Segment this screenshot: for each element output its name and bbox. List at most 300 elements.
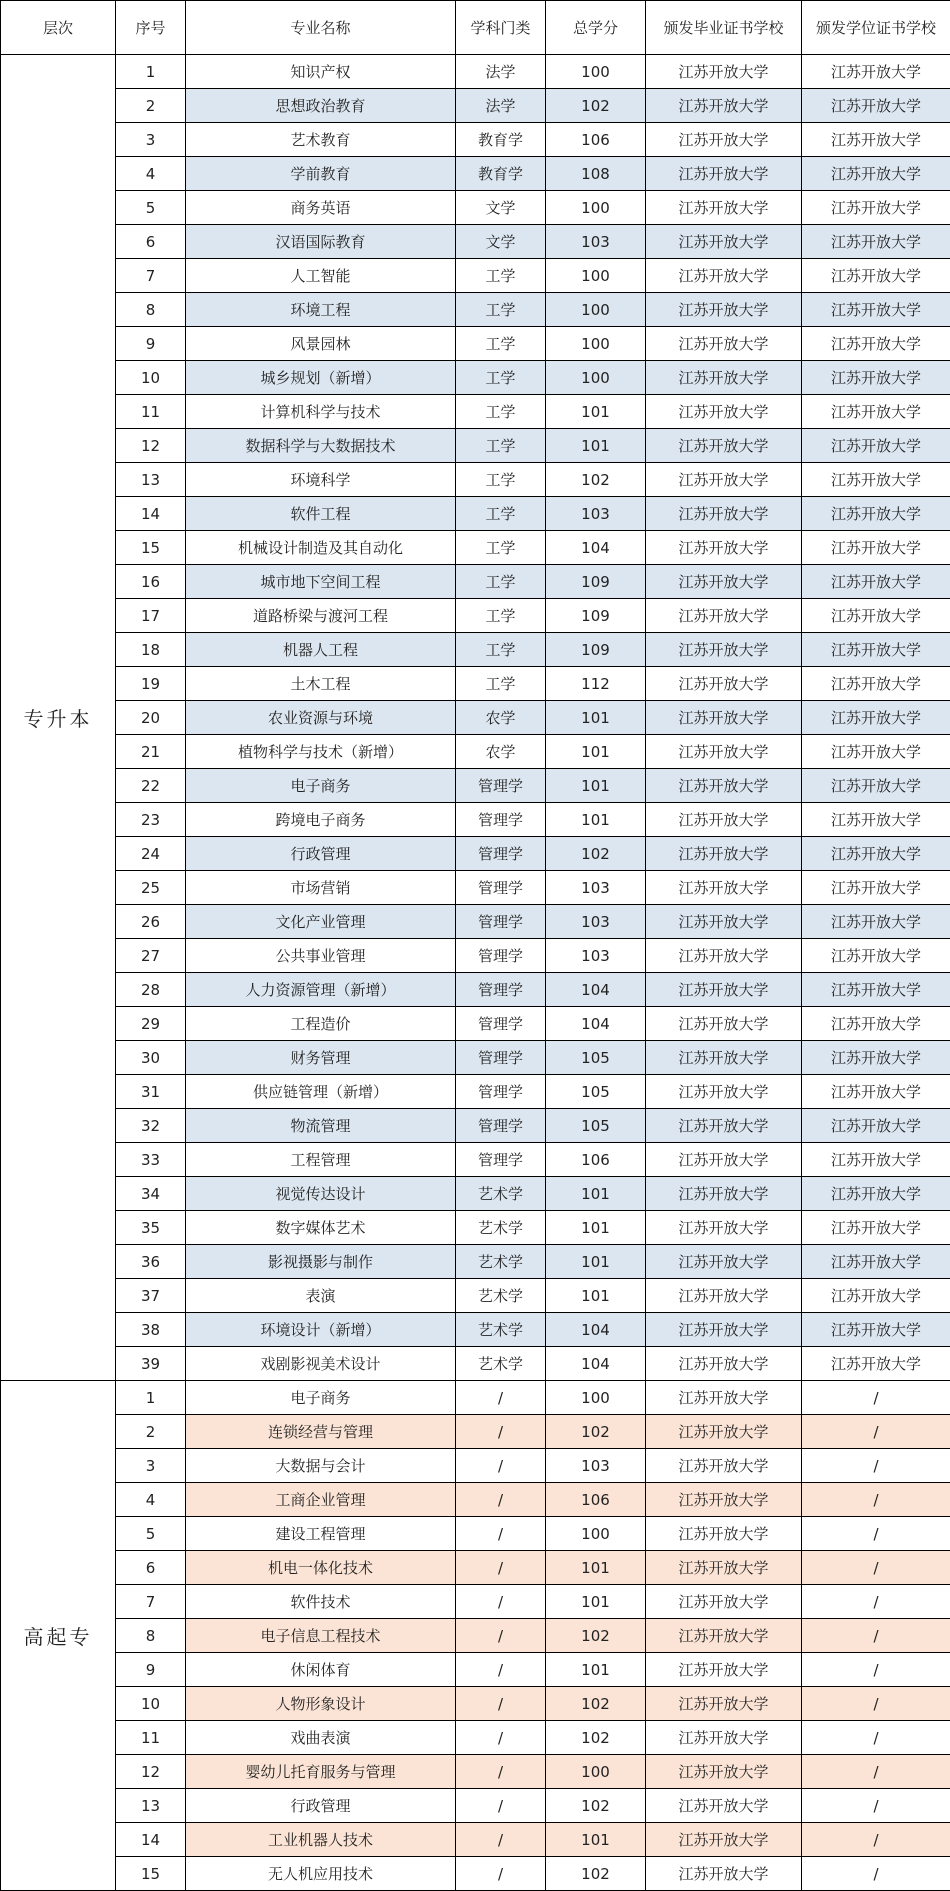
total-credits-cell: 101: [546, 1585, 646, 1619]
diploma-school-cell: 江苏开放大学: [646, 871, 802, 905]
degree-school-cell: 江苏开放大学: [802, 565, 950, 599]
major-name-cell: 机电一体化技术: [186, 1551, 456, 1585]
discipline-cell: 艺术学: [456, 1211, 546, 1245]
degree-school-cell: 江苏开放大学: [802, 1211, 950, 1245]
diploma-school-cell: 江苏开放大学: [646, 1211, 802, 1245]
header-degree-school: 颁发学位证书学校: [802, 1, 950, 55]
total-credits-cell: 102: [546, 1789, 646, 1823]
header-major-name: 专业名称: [186, 1, 456, 55]
major-name-cell: 文化产业管理: [186, 905, 456, 939]
total-credits-cell: 102: [546, 463, 646, 497]
major-name-cell: 建设工程管理: [186, 1517, 456, 1551]
diploma-school-cell: 江苏开放大学: [646, 497, 802, 531]
table-row: [1, 1381, 950, 1415]
diploma-school-cell: 江苏开放大学: [646, 1007, 802, 1041]
row-number-cell: 2: [116, 89, 186, 123]
degree-school-cell: 江苏开放大学: [802, 735, 950, 769]
major-name-cell: 风景园林: [186, 327, 456, 361]
table-row: [1, 1347, 950, 1381]
row-number-cell: 20: [116, 701, 186, 735]
discipline-cell: 艺术学: [456, 1347, 546, 1381]
degree-school-cell: /: [802, 1449, 950, 1483]
table-row: [1, 1143, 950, 1177]
major-name-cell: 电子信息工程技术: [186, 1619, 456, 1653]
diploma-school-cell: 江苏开放大学: [646, 1075, 802, 1109]
row-number-cell: 8: [116, 293, 186, 327]
degree-school-cell: 江苏开放大学: [802, 1313, 950, 1347]
total-credits-cell: 101: [546, 395, 646, 429]
row-number-cell: 36: [116, 1245, 186, 1279]
total-credits-cell: 100: [546, 361, 646, 395]
row-number-cell: 11: [116, 395, 186, 429]
discipline-cell: /: [456, 1755, 546, 1789]
discipline-cell: /: [456, 1857, 546, 1891]
row-number-cell: 3: [116, 123, 186, 157]
diploma-school-cell: 江苏开放大学: [646, 633, 802, 667]
row-number-cell: 23: [116, 803, 186, 837]
row-number-cell: 24: [116, 837, 186, 871]
diploma-school-cell: 江苏开放大学: [646, 1143, 802, 1177]
major-name-cell: 机器人工程: [186, 633, 456, 667]
total-credits-cell: 103: [546, 497, 646, 531]
major-name-cell: 艺术教育: [186, 123, 456, 157]
row-number-cell: 2: [116, 1415, 186, 1449]
degree-school-cell: /: [802, 1483, 950, 1517]
major-name-cell: 道路桥梁与渡河工程: [186, 599, 456, 633]
diploma-school-cell: 江苏开放大学: [646, 1857, 802, 1891]
major-name-cell: 环境工程: [186, 293, 456, 327]
discipline-cell: /: [456, 1823, 546, 1857]
diploma-school-cell: 江苏开放大学: [646, 565, 802, 599]
discipline-cell: /: [456, 1449, 546, 1483]
level-cell: 专升本: [1, 55, 116, 1381]
diploma-school-cell: 江苏开放大学: [646, 429, 802, 463]
table-row: [1, 1415, 950, 1449]
diploma-school-cell: 江苏开放大学: [646, 123, 802, 157]
table-row: [1, 735, 950, 769]
discipline-cell: 工学: [456, 667, 546, 701]
major-name-cell: 环境科学: [186, 463, 456, 497]
diploma-school-cell: 江苏开放大学: [646, 1415, 802, 1449]
diploma-school-cell: 江苏开放大学: [646, 1687, 802, 1721]
discipline-cell: 工学: [456, 361, 546, 395]
diploma-school-cell: 江苏开放大学: [646, 1585, 802, 1619]
table-row: [1, 599, 950, 633]
total-credits-cell: 103: [546, 905, 646, 939]
table-row: [1, 361, 950, 395]
row-number-cell: 14: [116, 1823, 186, 1857]
diploma-school-cell: 江苏开放大学: [646, 259, 802, 293]
total-credits-cell: 105: [546, 1041, 646, 1075]
table-row: [1, 497, 950, 531]
major-name-cell: 植物科学与技术（新增）: [186, 735, 456, 769]
discipline-cell: 管理学: [456, 1007, 546, 1041]
diploma-school-cell: 江苏开放大学: [646, 1789, 802, 1823]
major-name-cell: 工商企业管理: [186, 1483, 456, 1517]
major-name-cell: 人工智能: [186, 259, 456, 293]
total-credits-cell: 101: [546, 1245, 646, 1279]
row-number-cell: 31: [116, 1075, 186, 1109]
total-credits-cell: 105: [546, 1075, 646, 1109]
major-name-cell: 商务英语: [186, 191, 456, 225]
degree-school-cell: /: [802, 1585, 950, 1619]
row-number-cell: 4: [116, 157, 186, 191]
discipline-cell: /: [456, 1653, 546, 1687]
total-credits-cell: 102: [546, 89, 646, 123]
table-header: [1, 1, 950, 55]
diploma-school-cell: 江苏开放大学: [646, 599, 802, 633]
row-number-cell: 18: [116, 633, 186, 667]
table-row: [1, 259, 950, 293]
degree-school-cell: 江苏开放大学: [802, 633, 950, 667]
table-row: [1, 1211, 950, 1245]
discipline-cell: 管理学: [456, 837, 546, 871]
table-row: [1, 157, 950, 191]
degree-school-cell: /: [802, 1653, 950, 1687]
major-name-cell: 数字媒体艺术: [186, 1211, 456, 1245]
table-row: [1, 1619, 950, 1653]
row-number-cell: 28: [116, 973, 186, 1007]
table-row: [1, 225, 950, 259]
major-name-cell: 计算机科学与技术: [186, 395, 456, 429]
degree-school-cell: 江苏开放大学: [802, 531, 950, 565]
total-credits-cell: 101: [546, 1279, 646, 1313]
total-credits-cell: 103: [546, 1449, 646, 1483]
table-row: [1, 1653, 950, 1687]
degree-school-cell: 江苏开放大学: [802, 1177, 950, 1211]
row-number-cell: 9: [116, 1653, 186, 1687]
major-name-cell: 软件工程: [186, 497, 456, 531]
diploma-school-cell: 江苏开放大学: [646, 89, 802, 123]
major-name-cell: 公共事业管理: [186, 939, 456, 973]
total-credits-cell: 101: [546, 1653, 646, 1687]
discipline-cell: 艺术学: [456, 1279, 546, 1313]
total-credits-cell: 106: [546, 123, 646, 157]
table-row: [1, 1517, 950, 1551]
discipline-cell: 工学: [456, 633, 546, 667]
major-name-cell: 视觉传达设计: [186, 1177, 456, 1211]
header-total-credits: 总学分: [546, 1, 646, 55]
total-credits-cell: 106: [546, 1483, 646, 1517]
table-row: [1, 1449, 950, 1483]
total-credits-cell: 102: [546, 837, 646, 871]
major-name-cell: 机械设计制造及其自动化: [186, 531, 456, 565]
header-discipline: 学科门类: [456, 1, 546, 55]
degree-school-cell: 江苏开放大学: [802, 1109, 950, 1143]
table-row: [1, 905, 950, 939]
table-row: [1, 871, 950, 905]
discipline-cell: 农学: [456, 701, 546, 735]
degree-school-cell: /: [802, 1381, 950, 1415]
degree-school-cell: 江苏开放大学: [802, 837, 950, 871]
diploma-school-cell: 江苏开放大学: [646, 361, 802, 395]
major-name-cell: 供应链管理（新增）: [186, 1075, 456, 1109]
discipline-cell: /: [456, 1483, 546, 1517]
total-credits-cell: 101: [546, 1551, 646, 1585]
degree-school-cell: 江苏开放大学: [802, 599, 950, 633]
degree-school-cell: /: [802, 1517, 950, 1551]
row-number-cell: 39: [116, 1347, 186, 1381]
degree-school-cell: 江苏开放大学: [802, 973, 950, 1007]
degree-school-cell: 江苏开放大学: [802, 55, 950, 89]
degree-school-cell: 江苏开放大学: [802, 157, 950, 191]
diploma-school-cell: 江苏开放大学: [646, 1245, 802, 1279]
total-credits-cell: 100: [546, 55, 646, 89]
total-credits-cell: 100: [546, 191, 646, 225]
diploma-school-cell: 江苏开放大学: [646, 1823, 802, 1857]
major-name-cell: 人力资源管理（新增）: [186, 973, 456, 1007]
diploma-school-cell: 江苏开放大学: [646, 1177, 802, 1211]
total-credits-cell: 102: [546, 1721, 646, 1755]
total-credits-cell: 106: [546, 1143, 646, 1177]
discipline-cell: 艺术学: [456, 1245, 546, 1279]
major-name-cell: 无人机应用技术: [186, 1857, 456, 1891]
table-row: [1, 1789, 950, 1823]
diploma-school-cell: 江苏开放大学: [646, 905, 802, 939]
total-credits-cell: 102: [546, 1619, 646, 1653]
major-name-cell: 城市地下空间工程: [186, 565, 456, 599]
discipline-cell: 管理学: [456, 905, 546, 939]
discipline-cell: /: [456, 1415, 546, 1449]
discipline-cell: /: [456, 1551, 546, 1585]
table-row: [1, 429, 950, 463]
discipline-cell: 工学: [456, 259, 546, 293]
total-credits-cell: 102: [546, 1857, 646, 1891]
row-number-cell: 10: [116, 1687, 186, 1721]
total-credits-cell: 101: [546, 1823, 646, 1857]
row-number-cell: 12: [116, 1755, 186, 1789]
major-name-cell: 城乡规划（新增）: [186, 361, 456, 395]
discipline-cell: /: [456, 1789, 546, 1823]
discipline-cell: 管理学: [456, 939, 546, 973]
discipline-cell: /: [456, 1517, 546, 1551]
row-number-cell: 19: [116, 667, 186, 701]
total-credits-cell: 103: [546, 939, 646, 973]
total-credits-cell: 102: [546, 1687, 646, 1721]
degree-school-cell: /: [802, 1857, 950, 1891]
degree-school-cell: 江苏开放大学: [802, 1007, 950, 1041]
degree-school-cell: 江苏开放大学: [802, 871, 950, 905]
discipline-cell: 管理学: [456, 973, 546, 1007]
degree-school-cell: 江苏开放大学: [802, 701, 950, 735]
table-row: [1, 463, 950, 497]
total-credits-cell: 108: [546, 157, 646, 191]
table-row: [1, 1585, 950, 1619]
table-row: [1, 395, 950, 429]
discipline-cell: 工学: [456, 531, 546, 565]
degree-school-cell: /: [802, 1619, 950, 1653]
table-row: [1, 837, 950, 871]
degree-school-cell: 江苏开放大学: [802, 191, 950, 225]
row-number-cell: 13: [116, 1789, 186, 1823]
major-name-cell: 环境设计（新增）: [186, 1313, 456, 1347]
discipline-cell: 艺术学: [456, 1177, 546, 1211]
major-name-cell: 工业机器人技术: [186, 1823, 456, 1857]
diploma-school-cell: 江苏开放大学: [646, 225, 802, 259]
table-row: [1, 1755, 950, 1789]
row-number-cell: 7: [116, 1585, 186, 1619]
diploma-school-cell: 江苏开放大学: [646, 327, 802, 361]
total-credits-cell: 101: [546, 769, 646, 803]
row-number-cell: 8: [116, 1619, 186, 1653]
row-number-cell: 21: [116, 735, 186, 769]
diploma-school-cell: 江苏开放大学: [646, 1517, 802, 1551]
total-credits-cell: 101: [546, 429, 646, 463]
row-number-cell: 11: [116, 1721, 186, 1755]
degree-school-cell: 江苏开放大学: [802, 939, 950, 973]
total-credits-cell: 104: [546, 1007, 646, 1041]
degree-school-cell: 江苏开放大学: [802, 463, 950, 497]
row-number-cell: 14: [116, 497, 186, 531]
degree-school-cell: /: [802, 1755, 950, 1789]
table-row: [1, 973, 950, 1007]
table-row: [1, 1857, 950, 1891]
row-number-cell: 9: [116, 327, 186, 361]
total-credits-cell: 100: [546, 327, 646, 361]
degree-school-cell: /: [802, 1415, 950, 1449]
row-number-cell: 32: [116, 1109, 186, 1143]
major-name-cell: 电子商务: [186, 1381, 456, 1415]
diploma-school-cell: 江苏开放大学: [646, 667, 802, 701]
total-credits-cell: 100: [546, 259, 646, 293]
row-number-cell: 6: [116, 1551, 186, 1585]
degree-school-cell: 江苏开放大学: [802, 497, 950, 531]
discipline-cell: /: [456, 1721, 546, 1755]
diploma-school-cell: 江苏开放大学: [646, 191, 802, 225]
diploma-school-cell: 江苏开放大学: [646, 973, 802, 1007]
degree-school-cell: 江苏开放大学: [802, 1245, 950, 1279]
discipline-cell: 艺术学: [456, 1313, 546, 1347]
total-credits-cell: 102: [546, 1415, 646, 1449]
total-credits-cell: 109: [546, 565, 646, 599]
diploma-school-cell: 江苏开放大学: [646, 939, 802, 973]
row-number-cell: 26: [116, 905, 186, 939]
degree-school-cell: 江苏开放大学: [802, 429, 950, 463]
degree-school-cell: 江苏开放大学: [802, 905, 950, 939]
total-credits-cell: 100: [546, 1381, 646, 1415]
row-number-cell: 5: [116, 191, 186, 225]
major-name-cell: 休闲体育: [186, 1653, 456, 1687]
row-number-cell: 5: [116, 1517, 186, 1551]
diploma-school-cell: 江苏开放大学: [646, 803, 802, 837]
table-row: [1, 1041, 950, 1075]
row-number-cell: 15: [116, 1857, 186, 1891]
row-number-cell: 12: [116, 429, 186, 463]
table-row: [1, 1721, 950, 1755]
major-name-cell: 人物形象设计: [186, 1687, 456, 1721]
degree-school-cell: 江苏开放大学: [802, 89, 950, 123]
row-number-cell: 10: [116, 361, 186, 395]
major-name-cell: 婴幼儿托育服务与管理: [186, 1755, 456, 1789]
table-row: [1, 89, 950, 123]
diploma-school-cell: 江苏开放大学: [646, 395, 802, 429]
degree-school-cell: 江苏开放大学: [802, 667, 950, 701]
row-number-cell: 1: [116, 1381, 186, 1415]
degree-school-cell: 江苏开放大学: [802, 1143, 950, 1177]
table-row: [1, 1687, 950, 1721]
degree-school-cell: 江苏开放大学: [802, 803, 950, 837]
row-number-cell: 4: [116, 1483, 186, 1517]
degree-school-cell: 江苏开放大学: [802, 1279, 950, 1313]
discipline-cell: 工学: [456, 565, 546, 599]
table-row: [1, 1007, 950, 1041]
total-credits-cell: 103: [546, 225, 646, 259]
discipline-cell: 管理学: [456, 1109, 546, 1143]
total-credits-cell: 100: [546, 1755, 646, 1789]
table-row: [1, 1075, 950, 1109]
discipline-cell: 农学: [456, 735, 546, 769]
major-name-cell: 连锁经营与管理: [186, 1415, 456, 1449]
degree-school-cell: /: [802, 1823, 950, 1857]
degree-school-cell: 江苏开放大学: [802, 293, 950, 327]
major-name-cell: 戏曲表演: [186, 1721, 456, 1755]
total-credits-cell: 104: [546, 1347, 646, 1381]
discipline-cell: 管理学: [456, 1143, 546, 1177]
table-row: [1, 803, 950, 837]
table-row: [1, 1245, 950, 1279]
diploma-school-cell: 江苏开放大学: [646, 293, 802, 327]
row-number-cell: 6: [116, 225, 186, 259]
row-number-cell: 3: [116, 1449, 186, 1483]
diploma-school-cell: 江苏开放大学: [646, 531, 802, 565]
discipline-cell: 教育学: [456, 123, 546, 157]
table-row: [1, 1177, 950, 1211]
row-number-cell: 38: [116, 1313, 186, 1347]
discipline-cell: /: [456, 1381, 546, 1415]
row-number-cell: 35: [116, 1211, 186, 1245]
major-name-cell: 物流管理: [186, 1109, 456, 1143]
table-row: [1, 327, 950, 361]
discipline-cell: /: [456, 1585, 546, 1619]
diploma-school-cell: 江苏开放大学: [646, 1755, 802, 1789]
discipline-cell: 管理学: [456, 769, 546, 803]
row-number-cell: 17: [116, 599, 186, 633]
major-name-cell: 软件技术: [186, 1585, 456, 1619]
diploma-school-cell: 江苏开放大学: [646, 1551, 802, 1585]
degree-school-cell: 江苏开放大学: [802, 361, 950, 395]
major-name-cell: 表演: [186, 1279, 456, 1313]
total-credits-cell: 104: [546, 973, 646, 1007]
total-credits-cell: 101: [546, 803, 646, 837]
table-row: [1, 293, 950, 327]
table-row: [1, 123, 950, 157]
degree-school-cell: 江苏开放大学: [802, 259, 950, 293]
row-number-cell: 30: [116, 1041, 186, 1075]
header-row: [1, 1, 950, 55]
row-number-cell: 15: [116, 531, 186, 565]
diploma-school-cell: 江苏开放大学: [646, 1313, 802, 1347]
table-row: [1, 769, 950, 803]
diploma-school-cell: 江苏开放大学: [646, 837, 802, 871]
degree-school-cell: 江苏开放大学: [802, 1075, 950, 1109]
diploma-school-cell: 江苏开放大学: [646, 1347, 802, 1381]
degree-school-cell: /: [802, 1789, 950, 1823]
discipline-cell: 管理学: [456, 1041, 546, 1075]
total-credits-cell: 104: [546, 1313, 646, 1347]
table-row: [1, 633, 950, 667]
degree-school-cell: 江苏开放大学: [802, 327, 950, 361]
diploma-school-cell: 江苏开放大学: [646, 1381, 802, 1415]
diploma-school-cell: 江苏开放大学: [646, 157, 802, 191]
major-name-cell: 财务管理: [186, 1041, 456, 1075]
table-row: [1, 55, 950, 89]
major-name-cell: 工程造价: [186, 1007, 456, 1041]
degree-school-cell: 江苏开放大学: [802, 769, 950, 803]
major-name-cell: 知识产权: [186, 55, 456, 89]
discipline-cell: 管理学: [456, 1075, 546, 1109]
major-name-cell: 行政管理: [186, 837, 456, 871]
degree-school-cell: 江苏开放大学: [802, 225, 950, 259]
